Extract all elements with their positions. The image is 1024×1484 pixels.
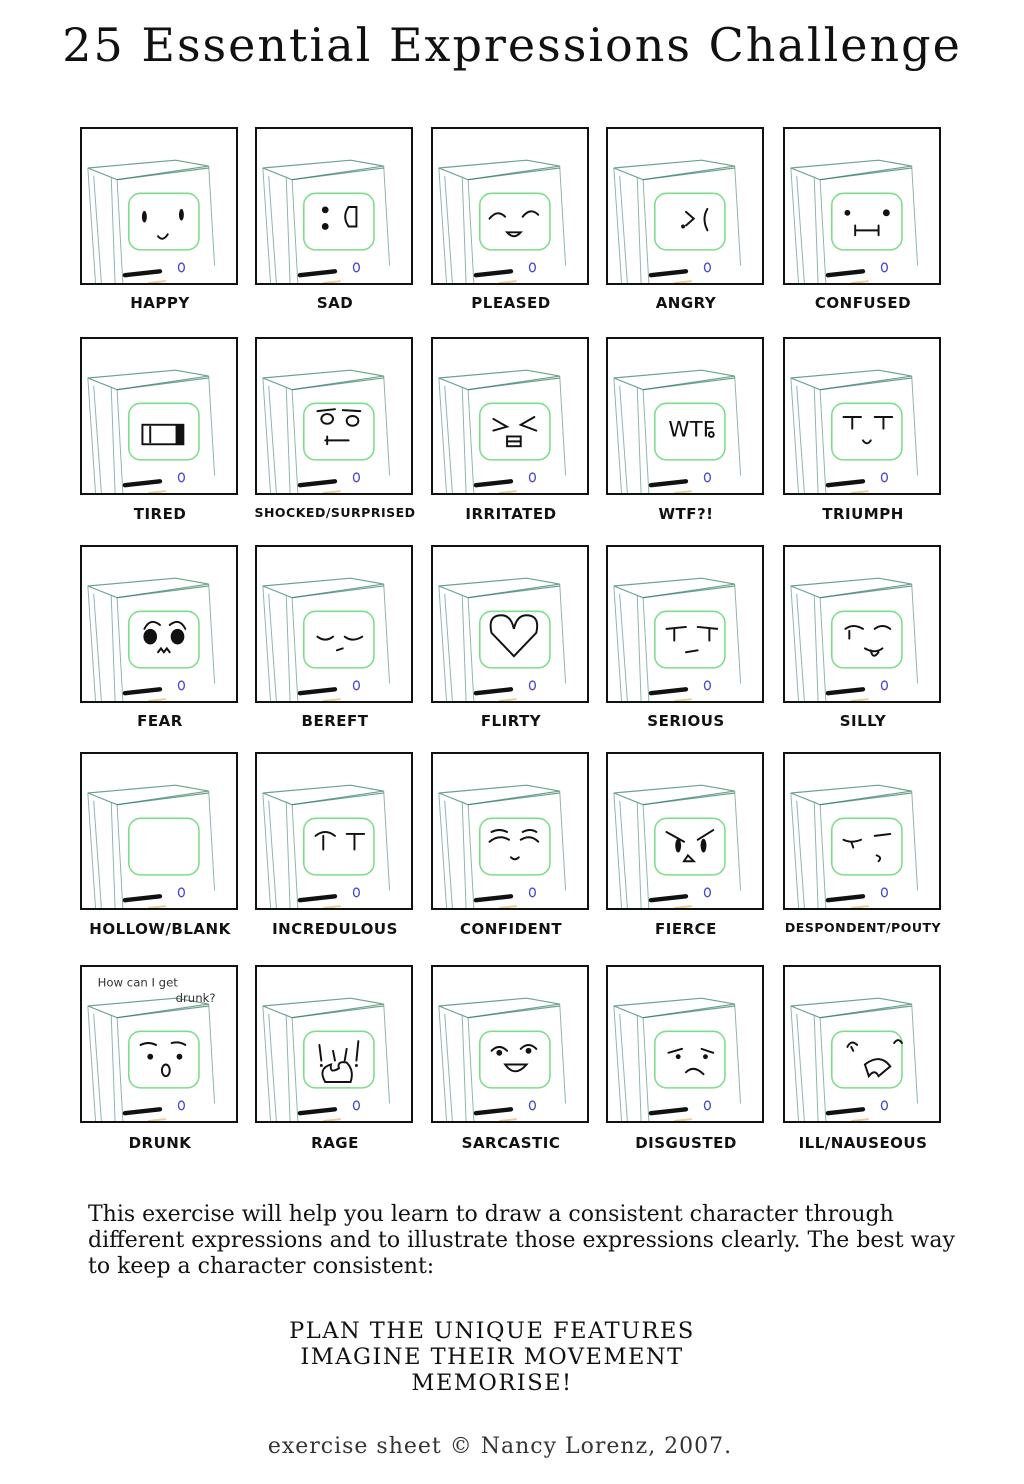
computer-character-drawing [433, 754, 587, 908]
expression-label-happy: HAPPY [130, 294, 190, 312]
computer-character-drawing [433, 967, 587, 1121]
expression-label-ill-nauseous: ILL/NAUSEOUS [798, 1134, 928, 1152]
computer-character-drawing [257, 754, 411, 908]
expression-panel-bereft [255, 545, 413, 703]
computer-character-drawing [257, 339, 411, 493]
computer-character-drawing [433, 547, 587, 701]
computer-character-drawing [257, 129, 411, 283]
expression-panel-tired [80, 337, 238, 495]
computer-character-drawing [608, 754, 762, 908]
expression-label-angry: ANGRY [655, 294, 717, 312]
expression-label-irritated: IRRITATED [465, 505, 557, 523]
expression-panel-flirty [431, 545, 589, 703]
expression-label-disgusted: DISGUSTED [635, 1134, 737, 1152]
expression-panel-triumph [783, 337, 941, 495]
computer-character-drawing [785, 754, 939, 908]
expression-label-bereft: BEREFT [301, 712, 369, 730]
motto-line-3: MEMORISE! [411, 1370, 573, 1396]
motto-line-2: IMAGINE THEIR MOVEMENT [300, 1344, 684, 1370]
expression-label-rage: RAGE [311, 1134, 359, 1152]
expression-label-shocked-surprised: SHOCKED/SURPRISED [254, 505, 416, 520]
computer-character-drawing [785, 129, 939, 283]
computer-character-drawing [82, 129, 236, 283]
expression-label-flirty: FLIRTY [480, 712, 542, 730]
expression-panel-serious [606, 545, 764, 703]
computer-character-drawing [257, 967, 411, 1121]
expression-label-hollow-blank: HOLLOW/BLANK [89, 920, 231, 938]
motto-line-1: PLAN THE UNIQUE FEATURES [289, 1318, 695, 1344]
page-title: 25 Essential Expressions Challenge [62, 18, 962, 72]
expression-panel-incredulous [255, 752, 413, 910]
expression-label-incredulous: INCREDULOUS [272, 920, 398, 938]
expression-label-fear: FEAR [137, 712, 183, 730]
expression-panel-angry [606, 127, 764, 285]
wtf-screen-text: WTF [668, 417, 716, 443]
expression-panel-fear [80, 545, 238, 703]
expression-label-wtf: WTF?! [658, 505, 714, 523]
computer-character-drawing [608, 339, 762, 493]
expression-panel-disgusted [606, 965, 764, 1123]
expression-label-tired: TIRED [133, 505, 187, 523]
computer-character-drawing [82, 339, 236, 493]
expression-label-confident: CONFIDENT [459, 920, 563, 938]
expression-panel-sad [255, 127, 413, 285]
expression-label-silly: SILLY [839, 712, 887, 730]
expression-label-sarcastic: SARCASTIC [461, 1134, 561, 1152]
expression-panel-drunk [80, 965, 238, 1123]
expression-panel-despondent-pouty [783, 752, 941, 910]
computer-character-drawing [82, 754, 236, 908]
expression-panel-rage [255, 965, 413, 1123]
expression-label-serious: SERIOUS [647, 712, 725, 730]
expression-panel-pleased [431, 127, 589, 285]
expression-panel-hollow-blank [80, 752, 238, 910]
computer-character-drawing [433, 129, 587, 283]
computer-character-drawing [608, 547, 762, 701]
expression-label-drunk: DRUNK [128, 1134, 192, 1152]
expression-panel-sarcastic [431, 965, 589, 1123]
expression-label-despondent-pouty: DESPONDENT/POUTY [784, 920, 942, 935]
computer-character-drawing [608, 129, 762, 283]
computer-character-drawing [785, 967, 939, 1121]
expression-label-fierce: FIERCE [655, 920, 717, 938]
computer-character-drawing [257, 547, 411, 701]
expression-panel-ill-nauseous [783, 965, 941, 1123]
drunk-thought-line-1: How can I get [97, 975, 178, 990]
expression-panel-confident [431, 752, 589, 910]
copyright-footer: exercise sheet © Nancy Lorenz, 2007. [267, 1434, 733, 1459]
expression-panel-shocked-surprised [255, 337, 413, 495]
computer-character-drawing [82, 967, 236, 1121]
computer-character-drawing [433, 339, 587, 493]
computer-character-drawing [608, 967, 762, 1121]
expression-label-confused: CONFUSED [814, 294, 912, 312]
computer-character-drawing [82, 547, 236, 701]
drunk-thought-line-2: drunk? [175, 991, 216, 1006]
expression-panel-silly [783, 545, 941, 703]
computer-character-drawing [785, 547, 939, 701]
expression-panel-happy [80, 127, 238, 285]
computer-character-drawing [785, 339, 939, 493]
expression-panel-irritated [431, 337, 589, 495]
expression-panel-wtf [606, 337, 764, 495]
expression-panel-fierce [606, 752, 764, 910]
expression-label-pleased: PLEASED [471, 294, 551, 312]
expression-label-triumph: TRIUMPH [822, 505, 904, 523]
expression-panel-confused [783, 127, 941, 285]
expression-label-sad: SAD [316, 294, 354, 312]
intro-paragraph: This exercise will help you learn to draw a consistent character through different expressions and to illustrate those expressions clearly. The best way to keep a character consistent: [88, 1202, 955, 1279]
